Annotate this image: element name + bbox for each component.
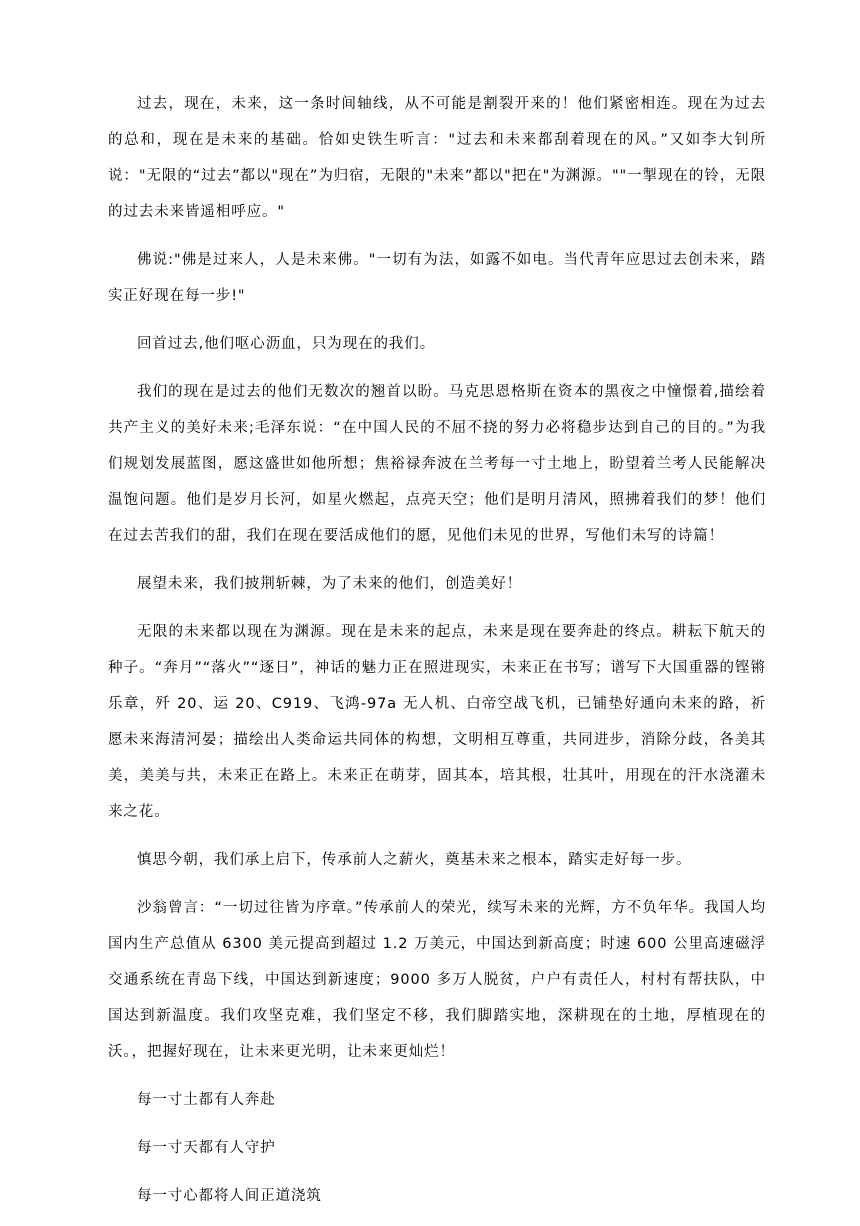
paragraph-future-source: 无限的未来都以现在为渊源。现在是未来的起点，未来是现在要奔赴的终点。耕耘下航天的种子。“奔月”“落火”“逐日”，神话的魅力正在照进现实，未来正在书写；谱写下大国重器的铿锵乐章，歼 20、运 20、C919、飞鸿-97a 无人机、白帝空战飞机，已铺垫好通向未来的路，祈愿未来海清河晏；描绘出人类命运共同体的构想，文明相互尊重，共同进步，消除分歧，各美其美，美美与共，未来正在路上。未来正在萌芽，固其本，培其根，壮其叶，用现在的汗水浇灌未来之花。 <box>108 624 766 820</box>
document-page <box>108 86 766 1226</box>
paragraph-look-forward: 展望未来，我们披荆斩棘，为了未来的他们，创造美好！ <box>137 576 522 592</box>
paragraph-timeline: 过去，现在，未来，这一条时间轴线，从不可能是割裂开来的！他们紧密相连。现在为过去的总和，现在是未来的基础。恰如史铁生听言："过去和未来都刮着现在的风。”又如李大钊所说："无限的“过去”都以"现在”为归宿，无限的"未来”都以"把在"为渊源。""一掣现在的铃，无限的过去未来皆遥相呼应。" <box>108 96 766 220</box>
verse-line-1: 每一寸土都有人奔赴 <box>137 1092 276 1108</box>
paragraph-shakespeare-quote: 沙翁曾言：“一切过往皆为序章。”传承前人的荣光，续写未来的光辉，方不负年华。我国人均国内生产总值从 6300 美元提高到超过 1.2 万美元，中国达到新高度；时速 600 公里高速磁浮交通系统在青岛下线，中国达到新速度；9000 多万人脱贫，户户有责任人，村村有帮扶队，中国达到新温度。我们攻坚克难，我们坚定不移，我们脚踏实地，深耕现在的土地，厚植现在的沃。，把握好现在，让未来更光明，让未来更灿烂！ <box>108 900 766 1060</box>
paragraph-predecessors: 我们的现在是过去的他们无数次的翘首以盼。马克思恩格斯在资本的黑夜之中憧憬着,描绘着共产主义的美好未来;毛泽东说：“在中国人民的不屈不挠的努力必将稳步达到自己的目的。”为我们规划发展蓝图，愿这盛世如他所想；焦裕禄奔波在兰考每一寸土地上，盼望着兰考人民能解决温饱问题。他们是岁月长河，如星火燃起，点亮天空；他们是明月清风，照拂着我们的梦！他们在过去苦我们的甜，我们在现在要活成他们的愿，见他们未见的世界，写他们未写的诗篇！ <box>108 384 766 544</box>
paragraph-present: 慎思今朝，我们承上启下，传承前人之薪火，奠基未来之根本，踏实走好每一步。 <box>137 852 692 868</box>
paragraph-buddha-quote: 佛说:"佛是过来人，人是未来佛。"一切有为法，如露不如电。当代青年应思过去创未来，踏实正好现在每一步!" <box>108 252 766 304</box>
paragraph-look-back: 回首过去,他们呕心沥血，只为现在的我们。 <box>137 336 436 352</box>
verse-line-3: 每一寸心都将人间正道浇筑 <box>137 1188 322 1204</box>
verse-line-2: 每一寸天都有人守护 <box>137 1140 276 1156</box>
